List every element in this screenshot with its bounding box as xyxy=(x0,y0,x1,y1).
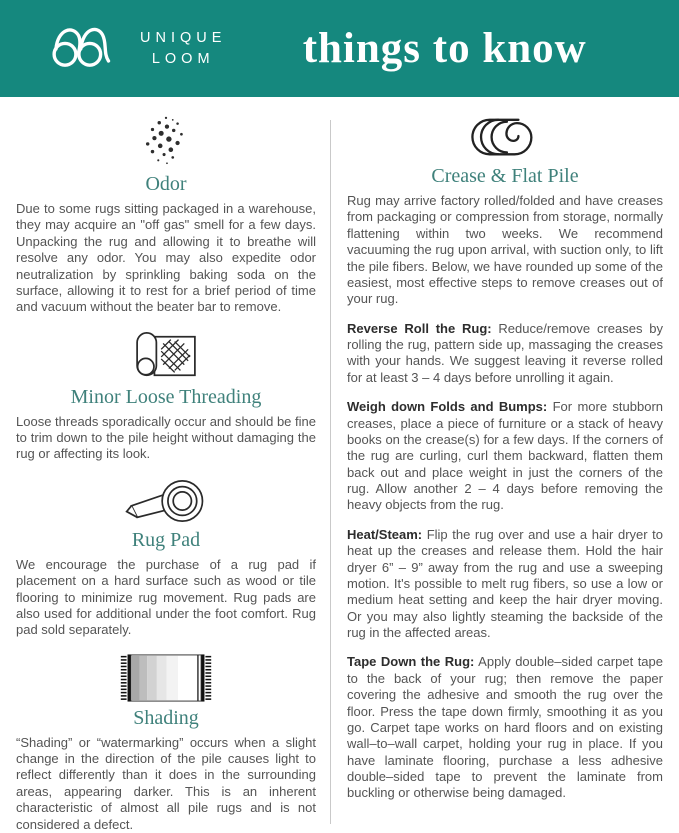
brand-logo xyxy=(50,20,226,77)
crease-flat-pile-heading: Crease & Flat Pile xyxy=(431,165,579,187)
rug-pad-body: We encourage the purchase of a rug pad if placement on a hard surface such as wood or tile flooring to minimize rug movement. Rug pads are also used for additional under the foot comfort. Rug pad sold separately. xyxy=(16,556,316,638)
tip-tape-down xyxy=(347,654,663,801)
content-area xyxy=(0,97,679,833)
section-rug-pad xyxy=(16,477,316,639)
odor-heading: Odor xyxy=(145,173,187,195)
tip-reverse-roll xyxy=(347,321,663,387)
page-title: things to know xyxy=(302,25,587,72)
shading-heading: Shading xyxy=(133,706,199,729)
rolled-rug-spiral-icon xyxy=(347,115,663,161)
tip-tape-down-lead: Tape Down the Rug: xyxy=(347,654,475,670)
column-divider xyxy=(330,120,331,824)
right-column xyxy=(347,107,663,833)
shading-body: “Shading” or “watermarking” occurs when a slight change in the direction of the pile causes light to reflect differently than it does in the surrounding areas, appearing darker. This is an inherent characteristic of almost all pile rugs and is not considered a defect. xyxy=(16,734,316,832)
tip-weigh-down-body: For more stubborn creases, place a piece of furniture or a stack of heavy books on the crease(s) for a few days. If the corners of the rug are curling, curl them backward, flatten them back out and place weight in just the corners of the rug. Allow another 2 – 4 days before removing the heavy objects from the rug. xyxy=(347,399,663,513)
tip-reverse-roll-body: Reduce/remove creases by rolling the rug, pattern side up, massaging the creases with your hands. We suggest leaving it reverse rolled for at least 3 – 4 days before unrolling it again. xyxy=(347,320,663,385)
tip-tape-down-body: Apply double–sided carpet tape to the back of your rug; then remove the paper covering the adhesive and smooth the rug over the floor. Press the tape down firmly, smoothing it as you go. Carpet tape works on hard floors and on existing wall–to–wall carpet, holding your rug in place. If you have laminate flooring, purchase a less adhesive double–sided tape to prevent the laminate from buckling or otherwise being damaged. xyxy=(347,654,663,801)
section-odor xyxy=(16,115,316,316)
tip-weigh-down xyxy=(347,399,663,514)
section-shading xyxy=(16,653,316,833)
minor-loose-threading-body: Loose threads sporadically occur and should be fine to trim down to the pile height without damaging the rug or affecting its look. xyxy=(16,413,316,462)
shaded-rug-icon xyxy=(16,653,316,703)
tip-heat-steam-lead: Heat/Steam: xyxy=(347,526,423,542)
tip-reverse-roll-lead: Reverse Roll the Rug: xyxy=(347,320,492,336)
left-column xyxy=(16,107,316,833)
unique-loom-loops-icon xyxy=(50,20,128,77)
rolled-rug-crosshatch-icon xyxy=(16,330,316,382)
tip-heat-steam xyxy=(347,527,663,642)
crease-flat-pile-body: Rug may arrive factory rolled/folded and have creases from packaging or compression from storage, normally flattening within two weeks. We recommend vacuuming the rug upon arrival, with suction only, to lift the pile fibers. Below, we have rounded up some of the easiest, most effective steps to remove creases out of your rug. xyxy=(347,193,663,307)
brand-line2: LOOM xyxy=(151,50,215,67)
rug-pad-heading: Rug Pad xyxy=(131,528,201,551)
minor-loose-threading-heading: Minor Loose Threading xyxy=(70,385,262,408)
section-crease-flat-pile xyxy=(347,115,663,308)
tip-heat-steam-body: Flip the rug over and use a hair dryer to heat up the creases and release them. Hold the hair dryer 6” – 9” away from the rug and use a sweeping motion. It's possible to melt rug fibers, so use a low or medium heat setting and keep the hair dryer moving. Or you may also lightly steaming the backside of the rug in the affected areas. xyxy=(347,526,663,640)
tip-weigh-down-lead: Weigh down Folds and Bumps: xyxy=(347,399,548,415)
section-minor-loose-threading xyxy=(16,330,316,463)
rug-pad-roll-icon xyxy=(16,477,316,525)
odor-body: Due to some rugs sitting packaged in a warehouse, they may acquire an "off gas" smell for a few days. Unpacking the rug and allowing it to breathe will resolve any odor. You may also expedite odor neutralization by sprinkling baking soda on the surface, allowing it to rest for a brief period of time and vacuum without the beater bar to remove. xyxy=(16,201,316,315)
odor-dots-icon xyxy=(16,115,316,169)
brand-name xyxy=(140,28,226,69)
brand-line1: UNIQUE xyxy=(140,30,227,47)
header-banner xyxy=(0,0,679,97)
